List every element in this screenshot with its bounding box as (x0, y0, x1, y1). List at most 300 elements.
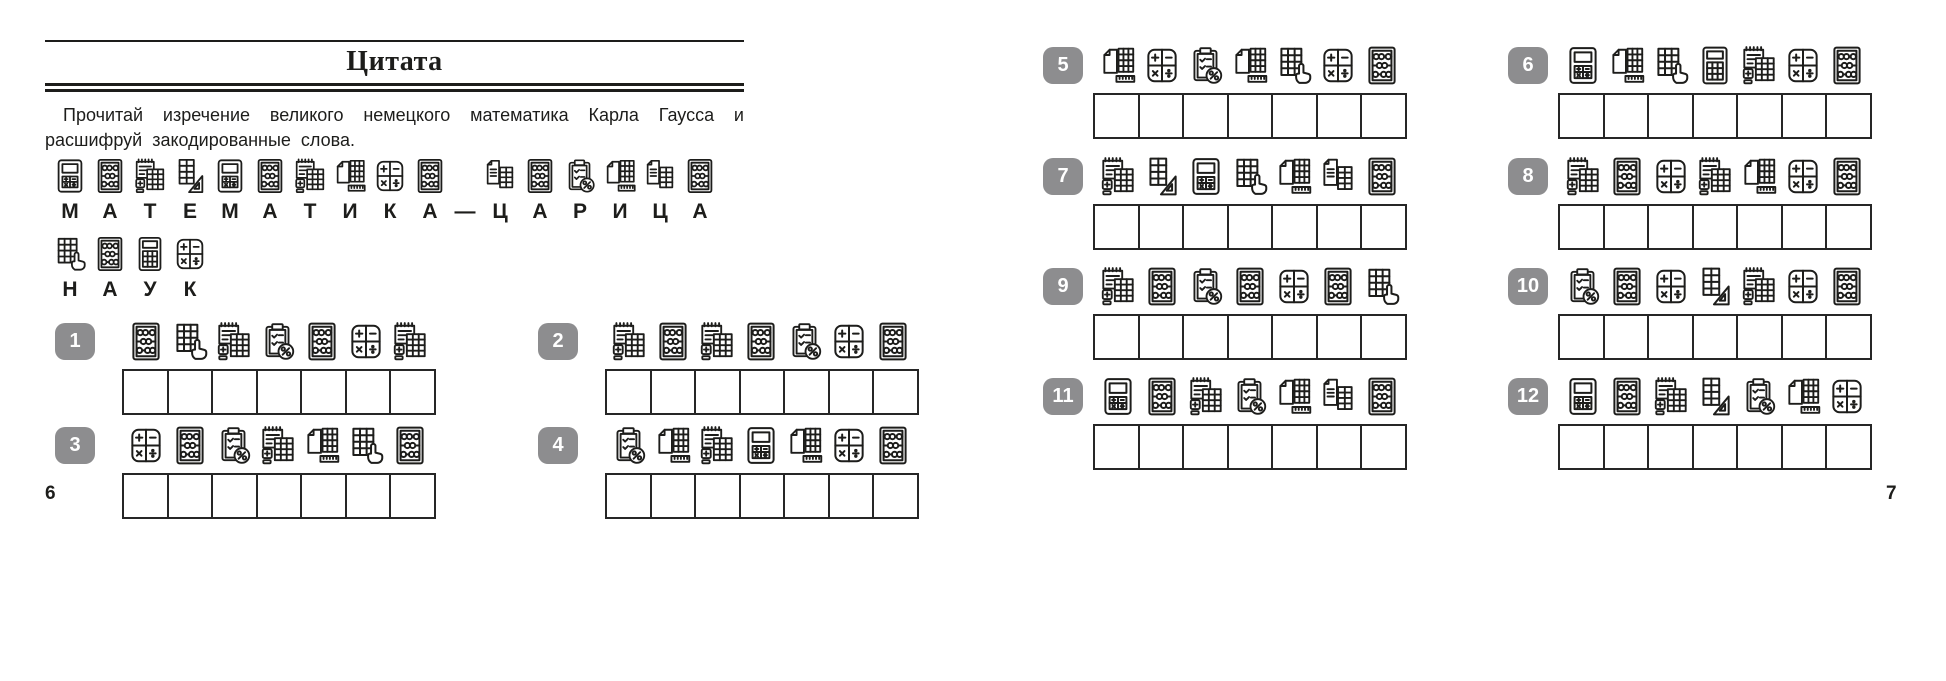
quote-letter: Е (182, 200, 197, 223)
abacus-icon (740, 319, 782, 364)
notebook-calc-icon (213, 319, 255, 364)
quote-column (450, 156, 480, 222)
instruction-text (45, 103, 744, 152)
quote-icon-slot (561, 156, 599, 196)
instruction-line-1: Прочитай изречение великого немецкого математика Карла Гаусса и (63, 105, 744, 125)
puzzle-number-badge: 6 (1508, 47, 1548, 84)
abacus-icon (389, 423, 431, 468)
abacus-icon (1606, 264, 1648, 309)
puzzle-icon-row (1097, 154, 1403, 199)
ops-square-icon (371, 156, 409, 196)
answer-box[interactable] (1271, 314, 1318, 360)
quote-column (600, 156, 640, 222)
answer-box[interactable] (1360, 314, 1407, 360)
answer-box[interactable] (300, 473, 347, 519)
clipboard-percent-icon (1738, 374, 1780, 419)
answer-box[interactable] (1138, 93, 1185, 139)
quote-icon-slot (251, 156, 289, 196)
quote-icon-slot (331, 156, 369, 196)
quote-icon-slot (51, 234, 89, 274)
notebook-calc-icon (1185, 374, 1227, 419)
quote-column (560, 156, 600, 222)
grid-setsquare-icon (1694, 264, 1736, 309)
answer-box[interactable] (1271, 424, 1318, 470)
answer-box-row (1558, 314, 1872, 360)
answer-box[interactable] (1360, 204, 1407, 250)
answer-box[interactable] (1316, 93, 1363, 139)
quote-icon-slot (411, 156, 449, 196)
answer-box[interactable] (256, 369, 303, 415)
paper-grid-ruler-icon (601, 156, 639, 196)
answer-box[interactable] (1360, 424, 1407, 470)
answer-box[interactable] (1182, 424, 1229, 470)
quote-dash-slot (446, 156, 484, 196)
answer-box[interactable] (1736, 204, 1783, 250)
puzzle-head (1508, 42, 1872, 88)
answer-box-row (1093, 314, 1407, 360)
quote-column (370, 156, 410, 222)
answer-box[interactable] (1093, 424, 1140, 470)
answer-box[interactable] (1138, 314, 1185, 360)
answer-box[interactable] (1603, 314, 1650, 360)
quote-line-1 (50, 156, 720, 222)
abacus-icon (1141, 264, 1183, 309)
page-number-left: 6 (45, 483, 56, 504)
puzzle-icon-row (125, 423, 431, 468)
puzzle-9 (1043, 263, 1407, 360)
answer-box[interactable] (211, 473, 258, 519)
abacus-icon (1826, 154, 1868, 199)
notebook-calc-icon (291, 156, 329, 196)
answer-box[interactable] (1736, 314, 1783, 360)
answer-box[interactable] (122, 473, 169, 519)
answer-box[interactable] (1227, 204, 1274, 250)
answer-box[interactable] (345, 369, 392, 415)
paper-grid-ruler-icon (1229, 43, 1271, 88)
quote-letter: А (422, 200, 438, 223)
answer-box[interactable] (694, 369, 741, 415)
notebook-calc-icon (389, 319, 431, 364)
answer-box[interactable] (1138, 204, 1185, 250)
instruction-line-2: расшифруй закодированные слова. (45, 129, 356, 150)
puzzle-head (55, 318, 436, 364)
answer-box[interactable] (1271, 204, 1318, 250)
puzzle-head (55, 422, 436, 468)
grid-hand-icon (169, 319, 211, 364)
quote-column (130, 156, 170, 222)
ops-square-icon (171, 234, 209, 274)
quote-letter: И (612, 200, 628, 223)
answer-box[interactable] (1558, 204, 1605, 250)
quote-letter: У (143, 278, 157, 301)
title-block (45, 40, 744, 92)
answer-box[interactable] (1316, 424, 1363, 470)
ops-square-icon (1826, 374, 1868, 419)
abacus-icon (301, 319, 343, 364)
answer-box[interactable] (783, 473, 830, 519)
puzzle-number-badge: 2 (538, 323, 578, 360)
title-rule-top (45, 40, 744, 42)
answer-box[interactable] (828, 473, 875, 519)
puzzle-number-badge: 1 (55, 323, 95, 360)
answer-box[interactable] (1558, 93, 1605, 139)
quote-icon-slot (131, 156, 169, 196)
answer-box[interactable] (1227, 314, 1274, 360)
quote-letter: И (342, 200, 358, 223)
answer-box-row (122, 473, 436, 519)
title-rule-bottom (45, 83, 744, 92)
notebook-calc-icon (1650, 374, 1692, 419)
abacus-icon (1826, 264, 1868, 309)
answer-box[interactable] (1781, 424, 1828, 470)
quote-column (170, 156, 210, 222)
calculator-icon (1562, 374, 1604, 419)
answer-box[interactable] (167, 369, 214, 415)
answer-box[interactable] (1558, 314, 1605, 360)
quote-column (480, 156, 520, 222)
answer-box[interactable] (1558, 424, 1605, 470)
puzzle-1 (55, 318, 436, 415)
quote-column (90, 156, 130, 222)
answer-box[interactable] (1093, 314, 1140, 360)
quote-icon-slot (51, 156, 89, 196)
answer-box[interactable] (389, 369, 436, 415)
notebook-calc-icon (1738, 264, 1780, 309)
paper-grid-ruler-icon (1273, 154, 1315, 199)
puzzle-number-badge: 12 (1508, 378, 1548, 415)
ops-square-icon (1782, 154, 1824, 199)
quote-letter: Н (62, 278, 78, 301)
quote-letter: А (532, 200, 548, 223)
answer-box[interactable] (694, 473, 741, 519)
quote-column (640, 156, 680, 222)
abacus-icon (1361, 43, 1403, 88)
answer-box[interactable] (1227, 93, 1274, 139)
quote-column (50, 156, 90, 222)
quote-letter: М (61, 200, 79, 223)
quote-icon-slot (91, 234, 129, 274)
answer-box[interactable] (345, 473, 392, 519)
ops-square-icon (1141, 43, 1183, 88)
puzzle-number-badge: 5 (1043, 47, 1083, 84)
quote-column (50, 234, 90, 300)
quote-letter: К (183, 278, 197, 301)
clipboard-percent-icon (1562, 264, 1604, 309)
puzzle-number-badge: 8 (1508, 158, 1548, 195)
ops-square-icon (345, 319, 387, 364)
abacus-icon (1606, 154, 1648, 199)
puzzle-number-badge: 9 (1043, 268, 1083, 305)
answer-box[interactable] (1647, 424, 1694, 470)
notebook-calc-icon (1562, 154, 1604, 199)
quote-icon-slot (641, 156, 679, 196)
quote-column (170, 234, 210, 300)
notebook-calc-icon (1097, 154, 1139, 199)
quote-column (410, 156, 450, 222)
abacus-icon (91, 234, 129, 274)
puzzle-head (538, 318, 919, 364)
ops-square-icon (828, 423, 870, 468)
ops-square-icon (1782, 264, 1824, 309)
answer-box[interactable] (1647, 93, 1694, 139)
answer-box[interactable] (256, 473, 303, 519)
paper-grid-ruler-icon (331, 156, 369, 196)
grid-hand-icon (51, 234, 89, 274)
puzzle-5 (1043, 42, 1407, 139)
quote-letter: А (102, 278, 118, 301)
answer-box[interactable] (1271, 93, 1318, 139)
abacus-icon (1826, 43, 1868, 88)
grid-setsquare-icon (1694, 374, 1736, 419)
puzzle-icon-row (608, 319, 914, 364)
calculator-icon (1562, 43, 1604, 88)
grid-hand-icon (1273, 43, 1315, 88)
answer-box[interactable] (1182, 204, 1229, 250)
puzzle-number-badge: 11 (1043, 378, 1083, 415)
page-number-right: 7 (1886, 483, 1897, 504)
paper-grid-ruler-icon (784, 423, 826, 468)
answer-box[interactable] (300, 369, 347, 415)
paper-grid-ruler-icon (1606, 43, 1648, 88)
puzzle-icon-row (1097, 264, 1403, 309)
answer-box[interactable] (1603, 424, 1650, 470)
puzzle-icon-row (125, 319, 431, 364)
notebook-calc-icon (1097, 264, 1139, 309)
puzzle-number-badge: 3 (55, 427, 95, 464)
puzzle-number-badge: 4 (538, 427, 578, 464)
answer-box[interactable] (1603, 204, 1650, 250)
calculator-icon (1185, 154, 1227, 199)
answer-box-row (1093, 93, 1407, 139)
answer-box[interactable] (650, 473, 697, 519)
answer-box[interactable] (1825, 93, 1872, 139)
puzzle-10 (1508, 263, 1872, 360)
doc-grid-icon (1317, 154, 1359, 199)
quote-icon-slot (131, 234, 169, 274)
quote-icon-slot (171, 234, 209, 274)
ops-square-icon (1317, 43, 1359, 88)
puzzle-head (1508, 373, 1872, 419)
answer-box[interactable] (1825, 314, 1872, 360)
paper-grid-ruler-icon (1782, 374, 1824, 419)
puzzle-head (1043, 42, 1407, 88)
answer-box[interactable] (872, 369, 919, 415)
answer-box[interactable] (1647, 204, 1694, 250)
answer-box[interactable] (1093, 204, 1140, 250)
answer-box[interactable] (1182, 314, 1229, 360)
quote-letter: Т (143, 200, 157, 223)
answer-box[interactable] (1182, 93, 1229, 139)
answer-box[interactable] (122, 369, 169, 415)
abacus-icon (872, 423, 914, 468)
answer-box[interactable] (389, 473, 436, 519)
abacus-icon (411, 156, 449, 196)
answer-box[interactable] (1138, 424, 1185, 470)
ops-square-icon (1650, 154, 1692, 199)
answer-box[interactable] (1316, 204, 1363, 250)
answer-box[interactable] (1227, 424, 1274, 470)
puzzle-icon-row (608, 423, 914, 468)
notebook-calc-icon (1694, 154, 1736, 199)
grid-setsquare-icon (171, 156, 209, 196)
answer-box[interactable] (1692, 93, 1739, 139)
answer-box[interactable] (1692, 424, 1739, 470)
puzzle-12 (1508, 373, 1872, 470)
answer-box[interactable] (872, 473, 919, 519)
answer-box[interactable] (1093, 93, 1140, 139)
grid-hand-icon (1361, 264, 1403, 309)
answer-box[interactable] (1603, 93, 1650, 139)
paper-grid-ruler-icon (1273, 374, 1315, 419)
abacus-icon (872, 319, 914, 364)
answer-box[interactable] (605, 473, 652, 519)
puzzle-2 (538, 318, 919, 415)
ops-square-icon (1782, 43, 1824, 88)
answer-box[interactable] (739, 473, 786, 519)
answer-box[interactable] (1692, 314, 1739, 360)
abacus-icon (1361, 374, 1403, 419)
answer-box-row (1558, 204, 1872, 250)
quote-column (250, 156, 290, 222)
grid-setsquare-icon (1141, 154, 1183, 199)
abacus-icon (652, 319, 694, 364)
paper-grid-ruler-icon (1738, 154, 1780, 199)
answer-box-row (122, 369, 436, 415)
quote-letter: Ц (492, 200, 508, 223)
ops-square-icon (828, 319, 870, 364)
puzzle-4 (538, 422, 919, 519)
calc-grid-icon (131, 234, 169, 274)
quote-column (520, 156, 560, 222)
abacus-icon (521, 156, 559, 196)
abacus-icon (681, 156, 719, 196)
abacus-icon (251, 156, 289, 196)
quote-icon-slot (601, 156, 639, 196)
answer-box[interactable] (605, 369, 652, 415)
answer-box-row (605, 369, 919, 415)
ops-square-icon (1273, 264, 1315, 309)
quote-letter: М (221, 200, 239, 223)
calc-grid-icon (1694, 43, 1736, 88)
answer-box[interactable] (211, 369, 258, 415)
clipboard-percent-icon (561, 156, 599, 196)
answer-box[interactable] (1692, 204, 1739, 250)
answer-box-row (1558, 424, 1872, 470)
quote-letter: Р (572, 200, 587, 223)
quote-letter: Т (303, 200, 317, 223)
answer-box[interactable] (1647, 314, 1694, 360)
quote-icon-slot (681, 156, 719, 196)
puzzle-head (1043, 263, 1407, 309)
clipboard-percent-icon (784, 319, 826, 364)
puzzle-number-badge: 10 (1508, 268, 1548, 305)
puzzle-number-badge: 7 (1043, 158, 1083, 195)
calculator-icon (1097, 374, 1139, 419)
puzzle-icon-row (1562, 43, 1868, 88)
answer-box[interactable] (1781, 314, 1828, 360)
abacus-icon (91, 156, 129, 196)
abacus-icon (1141, 374, 1183, 419)
quote-letter: Ц (652, 200, 668, 223)
puzzle-head (1043, 373, 1407, 419)
answer-box[interactable] (783, 369, 830, 415)
answer-box[interactable] (167, 473, 214, 519)
abacus-icon (169, 423, 211, 468)
puzzle-head (538, 422, 919, 468)
answer-box-row (1558, 93, 1872, 139)
answer-box[interactable] (1736, 93, 1783, 139)
quote-letter: А (102, 200, 118, 223)
grid-hand-icon (1229, 154, 1271, 199)
quote-icon-slot (211, 156, 249, 196)
calculator-icon (211, 156, 249, 196)
quote-icon-slot (291, 156, 329, 196)
ops-square-icon (125, 423, 167, 468)
notebook-calc-icon (1738, 43, 1780, 88)
page-title: Цитата (346, 46, 443, 77)
doc-grid-icon (481, 156, 519, 196)
answer-box[interactable] (1316, 314, 1363, 360)
abacus-icon (1606, 374, 1648, 419)
puzzle-head (1508, 153, 1872, 199)
quote-letter: А (262, 200, 278, 223)
puzzle-3 (55, 422, 436, 519)
quote-column (290, 156, 330, 222)
clipboard-percent-icon (1185, 264, 1227, 309)
puzzle-icon-row (1562, 374, 1868, 419)
notebook-calc-icon (696, 423, 738, 468)
answer-box[interactable] (1781, 204, 1828, 250)
paper-grid-ruler-icon (1097, 43, 1139, 88)
paper-grid-ruler-icon (652, 423, 694, 468)
answer-box-row (1093, 204, 1407, 250)
notebook-calc-icon (257, 423, 299, 468)
grid-hand-icon (1650, 43, 1692, 88)
puzzle-icon-row (1562, 154, 1868, 199)
answer-box[interactable] (1360, 93, 1407, 139)
quote-column (210, 156, 250, 222)
puzzle-head (1508, 263, 1872, 309)
answer-box[interactable] (1825, 204, 1872, 250)
clipboard-percent-icon (608, 423, 650, 468)
quote-line-2 (50, 234, 210, 300)
calculator-icon (740, 423, 782, 468)
abacus-icon (1361, 154, 1403, 199)
answer-box[interactable] (650, 369, 697, 415)
quote-icon-slot (481, 156, 519, 196)
quote-column (680, 156, 720, 222)
quote-letter: — (454, 200, 476, 223)
doc-grid-icon (641, 156, 679, 196)
notebook-calc-icon (131, 156, 169, 196)
answer-box[interactable] (739, 369, 786, 415)
quote-icon-slot (91, 156, 129, 196)
quote-icon-slot (171, 156, 209, 196)
answer-box[interactable] (1781, 93, 1828, 139)
clipboard-percent-icon (213, 423, 255, 468)
abacus-icon (125, 319, 167, 364)
puzzle-7 (1043, 153, 1407, 250)
puzzle-head (1043, 153, 1407, 199)
puzzle-icon-row (1097, 43, 1403, 88)
abacus-icon (1229, 264, 1271, 309)
answer-box[interactable] (1825, 424, 1872, 470)
answer-box[interactable] (1736, 424, 1783, 470)
answer-box[interactable] (828, 369, 875, 415)
quote-column (90, 234, 130, 300)
calculator-icon (51, 156, 89, 196)
paper-grid-ruler-icon (301, 423, 343, 468)
